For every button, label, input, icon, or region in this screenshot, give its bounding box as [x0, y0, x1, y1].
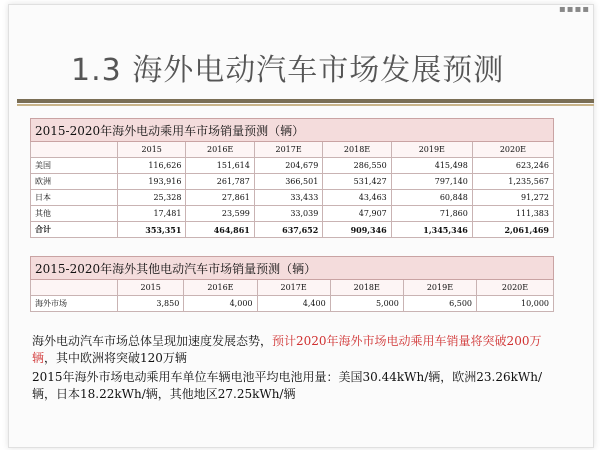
summary-paragraph	[32, 333, 560, 367]
table-cell: 3,850	[118, 296, 184, 312]
table-cell: 193,916	[118, 174, 186, 190]
table-cell: 47,907	[323, 206, 391, 222]
table-cell: 5,000	[330, 296, 403, 312]
table-cell: 204,679	[254, 158, 322, 174]
table-cell: 116,626	[118, 158, 186, 174]
table-row	[31, 190, 554, 206]
table-cell: 60,848	[391, 190, 472, 206]
table-cell: 909,346	[323, 222, 391, 238]
summary-tail: ，其中欧洲将突破120万辆	[44, 351, 187, 365]
table-cell: 366,501	[254, 174, 322, 190]
row-label: 日本	[31, 190, 118, 206]
column-header: 2020E	[477, 280, 554, 296]
table-cell: 91,272	[472, 190, 553, 206]
table-cell: 23,599	[186, 206, 254, 222]
table-row	[31, 158, 554, 174]
table-cell: 27,861	[186, 190, 254, 206]
table-cell: 4,400	[257, 296, 330, 312]
passenger-car-sales-table	[30, 118, 554, 238]
table-cell: 4,000	[184, 296, 257, 312]
summary-text: 海外电动汽车市场总体呈现加速度发展态势，	[32, 334, 273, 348]
row-label: 海外市场	[31, 296, 118, 312]
table-cell: 464,861	[186, 222, 254, 238]
table-row	[31, 206, 554, 222]
row-label: 美国	[31, 158, 118, 174]
table-cell: 33,039	[254, 206, 322, 222]
menu-dots-icon[interactable]: ▪▪▪▪	[558, 4, 590, 15]
column-header	[31, 142, 118, 158]
table-cell: 797,140	[391, 174, 472, 190]
table-cell: 415,498	[391, 158, 472, 174]
table-cell: 353,351	[118, 222, 186, 238]
title-divider	[17, 99, 594, 103]
table-cell: 71,860	[391, 206, 472, 222]
column-header: 2016E	[184, 280, 257, 296]
column-header: 2017E	[257, 280, 330, 296]
column-header: 2018E	[323, 142, 391, 158]
table-cell: 33,433	[254, 190, 322, 206]
page-title: 1.3 海外电动汽车市场发展预测	[71, 53, 505, 88]
table-cell: 261,787	[186, 174, 254, 190]
column-header: 2016E	[186, 142, 254, 158]
row-label: 欧洲	[31, 174, 118, 190]
table-row	[31, 222, 554, 238]
table-cell: 531,427	[323, 174, 391, 190]
table-cell: 1,235,567	[472, 174, 553, 190]
table-cell: 6,500	[403, 296, 476, 312]
column-header: 2015	[118, 142, 186, 158]
column-header: 2019E	[403, 280, 476, 296]
row-label: 合计	[31, 222, 118, 238]
table-cell: 286,550	[323, 158, 391, 174]
table-cell: 623,246	[472, 158, 553, 174]
column-header: 2019E	[391, 142, 472, 158]
table-cell: 17,481	[118, 206, 186, 222]
title-divider-accent	[17, 104, 594, 106]
column-header: 2017E	[254, 142, 322, 158]
table-cell: 111,383	[472, 206, 553, 222]
table-row	[31, 174, 554, 190]
column-header: 2015	[118, 280, 184, 296]
table-row	[31, 296, 554, 312]
row-label: 其他	[31, 206, 118, 222]
table-title: 2015-2020年海外电动乘用车市场销量预测（辆）	[31, 119, 554, 142]
table-cell: 10,000	[477, 296, 554, 312]
column-header	[31, 280, 118, 296]
column-header: 2020E	[472, 142, 553, 158]
table-cell: 1,345,346	[391, 222, 472, 238]
table-title: 2015-2020年海外其他电动汽车市场销量预测（辆）	[31, 257, 554, 280]
table-cell: 2,061,469	[472, 222, 553, 238]
battery-usage-paragraph: 2015年海外市场电动乘用车单位车辆电池平均电池用量：美国30.44kWh/辆，欧洲23.26kWh/辆，日本18.22kWh/辆，其他地区27.25kWh/辆	[32, 370, 543, 401]
summary-highlight: 预计2020年海外市场电动乘用车销量将突破200万辆	[32, 334, 542, 365]
table-cell: 637,652	[254, 222, 322, 238]
table-cell: 43,463	[323, 190, 391, 206]
other-ev-sales-table	[30, 256, 554, 312]
table-cell: 151,614	[186, 158, 254, 174]
column-header: 2018E	[330, 280, 403, 296]
table-cell: 25,328	[118, 190, 186, 206]
